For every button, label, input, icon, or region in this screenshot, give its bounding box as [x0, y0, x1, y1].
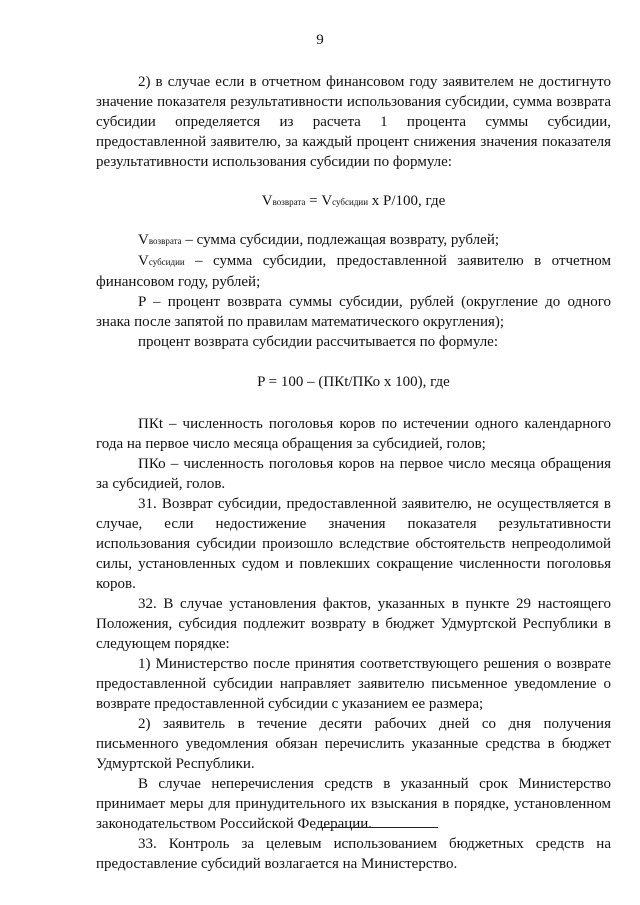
paragraph-32: 32. В случае установления фактов, указанных в пункте 29 настоящего Положения, субсидия подлежит возврату в бюджет Удмуртской Республики в следующем порядке: [96, 596, 611, 652]
definition-v-return [96, 230, 611, 251]
paragraph-32-item-1: 1) Министерство после принятия соответствующего решения о возврате предоставленной субсидии направляет заявителю письменное уведомление о возврате предоставленной субсидии с указанием ее размера; [96, 656, 611, 712]
formula-rest: x P/100, где [368, 193, 446, 209]
paragraph-32-item-2: 2) заявитель в течение десяти рабочих дней со дня получения письменного уведомления обязан перечислить указанные средства в бюджет Удмуртской Республики. [96, 716, 611, 772]
end-divider-line [318, 827, 438, 828]
paragraph-return-calculation: 2) в случае если в отчетном финансовом году заявителем не достигнуто значение показателя результативности использования субсидии, сумма возврата субсидии определяется из расчета 1 процента суммы субсидии, предоставленной заявителю, за каждый процент снижения значения показателя результативности использования субсидии по формуле: [96, 74, 611, 170]
definition-pko: ПКо – численность поголовья коров на первое число месяца обращения за субсидией, голов. [96, 456, 611, 492]
document-body [96, 72, 611, 874]
formula-return-percent: P = 100 – (ПКt/ПКо x 100), где [257, 374, 450, 390]
def-v2-text: – сумма субсидии, предоставленной заявителю в отчетном финансовом году, рублей; [96, 253, 611, 290]
def-v-symbol: V [138, 232, 149, 248]
definition-p: P – процент возврата суммы субсидии, рублей (округление до одного знака после запятой по правилам математического округления); [96, 294, 611, 330]
formula-subscript-return: возврата [272, 197, 306, 207]
def-v-subscript: возврата [148, 236, 182, 246]
paragraph-31: 31. Возврат субсидии, предоставленной заявителю, не осуществляется в случае, если недостижение значения показателя результативности использования субсидии произошло вследствие обстоятельств непреодолимой силы, установленных судом и повлекших сокращение численности поголовья коров. [96, 496, 611, 592]
page-number: 9 [316, 32, 324, 48]
formula-intro: процент возврата субсидии рассчитывается по формуле: [138, 334, 498, 350]
formula-v-symbol: V [261, 193, 273, 209]
paragraph-non-transfer: В случае неперечисления средств в указанный срок Министерство принимает меры для принудительного их взыскания в порядке, установленном законодательством Российской Федерации. [96, 776, 611, 832]
paragraph-33: 33. Контроль за целевым использованием бюджетных средств на предоставление субсидий возлагается на Министерство. [96, 836, 611, 872]
formula-equals: = V [305, 193, 333, 209]
def-v2-subscript: субсидии [148, 257, 185, 267]
def-v-text: – сумма субсидии, подлежащая возврату, рублей; [181, 232, 500, 248]
formula-subscript-subsidy: субсидии [332, 197, 369, 207]
definition-v-subsidy [96, 251, 611, 292]
formula-return-amount [96, 191, 611, 212]
def-v2-symbol: V [138, 253, 149, 269]
definition-pkt: ПКt – численность поголовья коров по истечении одного календарного года на первое число месяца обращения за субсидией, голов; [96, 416, 611, 452]
